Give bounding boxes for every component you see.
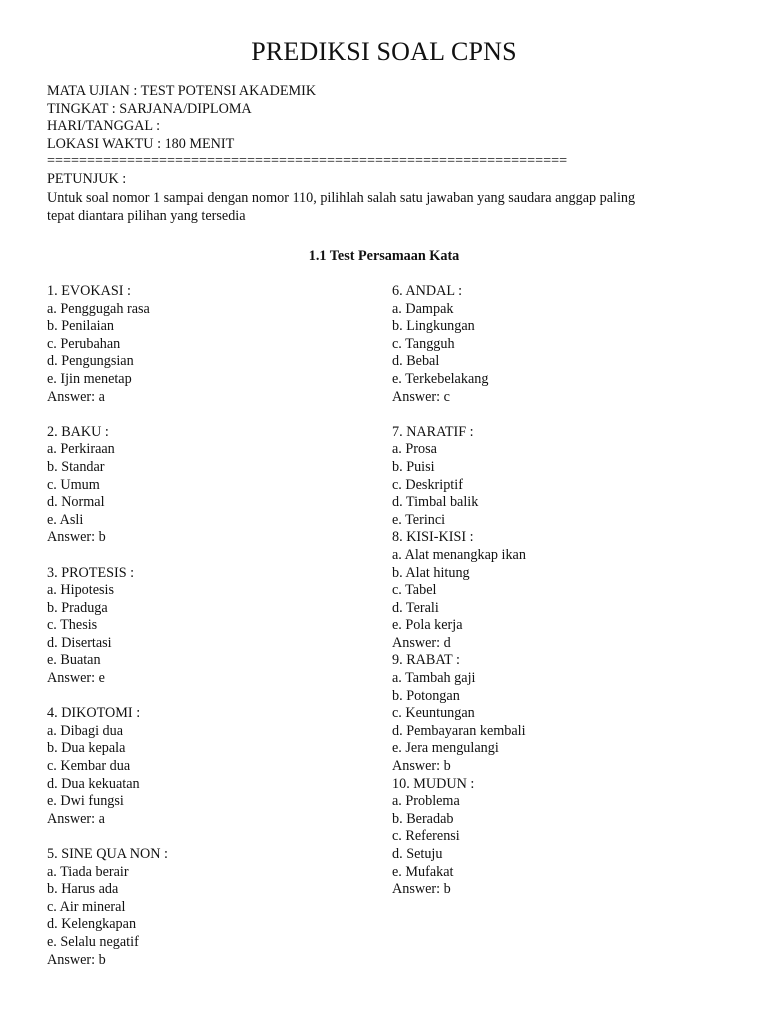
- answer-option: e. Terkebelakang: [392, 370, 489, 387]
- answer-option: e. Dwi fungsi: [47, 793, 124, 810]
- answer-option: a. Problema: [392, 793, 460, 810]
- exam-date: HARI/TANGGAL :: [47, 118, 161, 134]
- blank-line: [392, 406, 732, 424]
- answer-option: a. Hipotesis: [47, 582, 114, 599]
- blank-line: [47, 547, 367, 565]
- question-heading: 3. PROTESIS :: [47, 564, 135, 581]
- answer-option: b. Praduga: [47, 599, 108, 616]
- answer-option: e. Mufakat: [392, 863, 454, 880]
- blank-line: [47, 688, 367, 706]
- answer-option: b. Standar: [47, 458, 105, 475]
- exam-subject: MATA UJIAN : TEST POTENSI AKADEMIK: [47, 83, 317, 99]
- question-heading: 2. BAKU :: [47, 423, 109, 440]
- answer-line: Answer: d: [392, 634, 451, 651]
- answer-option: e. Buatan: [47, 652, 101, 669]
- instructions-text: Untuk soal nomor 1 sampai dengan nomor 110, pilihlah salah satu jawaban yang saudara anggap paling tepat diantara pilihan yang tersedia: [47, 190, 636, 224]
- answer-option: c. Keuntungan: [392, 705, 475, 722]
- answer-line: Answer: b: [47, 529, 106, 546]
- answer-option: e. Selalu negatif: [47, 933, 139, 950]
- answer-option: e. Ijin menetap: [47, 370, 132, 387]
- answer-option: b. Potongan: [392, 687, 460, 704]
- instructions-label: PETUNJUK :: [47, 170, 127, 187]
- answer-option: c. Referensi: [392, 828, 460, 845]
- answer-option: b. Alat hitung: [392, 564, 470, 581]
- answer-option: c. Air mineral: [47, 898, 126, 915]
- answer-option: a. Prosa: [392, 441, 437, 458]
- answer-option: a. Tiada berair: [47, 863, 129, 880]
- answer-option: c. Tangguh: [392, 335, 455, 352]
- question-column-right: [392, 283, 732, 899]
- answer-option: d. Kelengkapan: [47, 916, 137, 933]
- question-column-left: [47, 283, 367, 969]
- answer-line: Answer: e: [47, 670, 105, 687]
- answer-option: a. Tambah gaji: [392, 670, 476, 687]
- answer-option: d. Normal: [47, 494, 105, 511]
- question-heading: 4. DIKOTOMI :: [47, 705, 141, 722]
- answer-option: c. Umum: [47, 476, 100, 493]
- answer-option: b. Beradab: [392, 810, 454, 827]
- answer-line: Answer: b: [392, 881, 451, 898]
- answer-option: d. Pengungsian: [47, 353, 134, 370]
- section-title: 1.1 Test Persamaan Kata: [308, 248, 460, 264]
- question-heading: 7. NARATIF :: [392, 423, 474, 440]
- answer-option: b. Penilaian: [47, 318, 114, 335]
- answer-line: Answer: a: [47, 388, 105, 405]
- answer-option: e. Terinci: [392, 511, 446, 528]
- answer-option: d. Bebal: [392, 353, 440, 370]
- answer-option: e. Pola kerja: [392, 617, 463, 634]
- question-heading: 10. MUDUN :: [392, 775, 475, 792]
- answer-option: a. Penggugah rasa: [47, 300, 150, 317]
- blank-line: [47, 828, 367, 846]
- answer-option: b. Puisi: [392, 458, 435, 475]
- answer-option: c. Deskriptif: [392, 476, 463, 493]
- answer-option: c. Perubahan: [47, 335, 121, 352]
- exam-duration: LOKASI WAKTU : 180 MENIT: [47, 135, 235, 152]
- answer-option: d. Pembayaran kembali: [392, 722, 526, 739]
- exam-header: [47, 83, 727, 188]
- answer-option: d. Setuju: [392, 846, 443, 862]
- answer-option: b. Harus ada: [47, 881, 119, 898]
- question-heading: 8. KISI-KISI :: [392, 529, 474, 546]
- blank-line: [47, 406, 367, 424]
- header-separator: =================================================================: [47, 153, 568, 169]
- answer-option: a. Dampak: [392, 300, 454, 317]
- answer-option: d. Terali: [392, 599, 439, 616]
- answer-line: Answer: b: [392, 758, 451, 775]
- answer-option: e. Asli: [47, 511, 84, 528]
- answer-option: a. Alat menangkap ikan: [392, 546, 526, 563]
- page-title: PREDIKSI SOAL CPNS: [251, 37, 517, 66]
- question-heading: 1. EVOKASI :: [47, 283, 131, 299]
- exam-level: TINGKAT : SARJANA/DIPLOMA: [47, 100, 252, 117]
- answer-option: b. Dua kepala: [47, 740, 126, 757]
- answer-line: Answer: c: [392, 388, 450, 405]
- answer-line: Answer: a: [47, 810, 105, 827]
- answer-option: a. Perkiraan: [47, 441, 115, 458]
- answer-option: b. Lingkungan: [392, 318, 475, 335]
- question-heading: 6. ANDAL :: [392, 283, 463, 299]
- answer-line: Answer: b: [47, 951, 106, 968]
- answer-option: d. Dua kekuatan: [47, 775, 140, 792]
- answer-option: d. Disertasi: [47, 634, 112, 651]
- question-heading: 5. SINE QUA NON :: [47, 846, 168, 862]
- question-heading: 9. RABAT :: [392, 652, 460, 669]
- answer-option: c. Tabel: [392, 582, 437, 599]
- answer-option: d. Timbal balik: [392, 494, 479, 511]
- answer-option: a. Dibagi dua: [47, 722, 124, 739]
- answer-option: c. Thesis: [47, 617, 98, 634]
- answer-option: c. Kembar dua: [47, 758, 131, 775]
- answer-option: e. Jera mengulangi: [392, 740, 499, 757]
